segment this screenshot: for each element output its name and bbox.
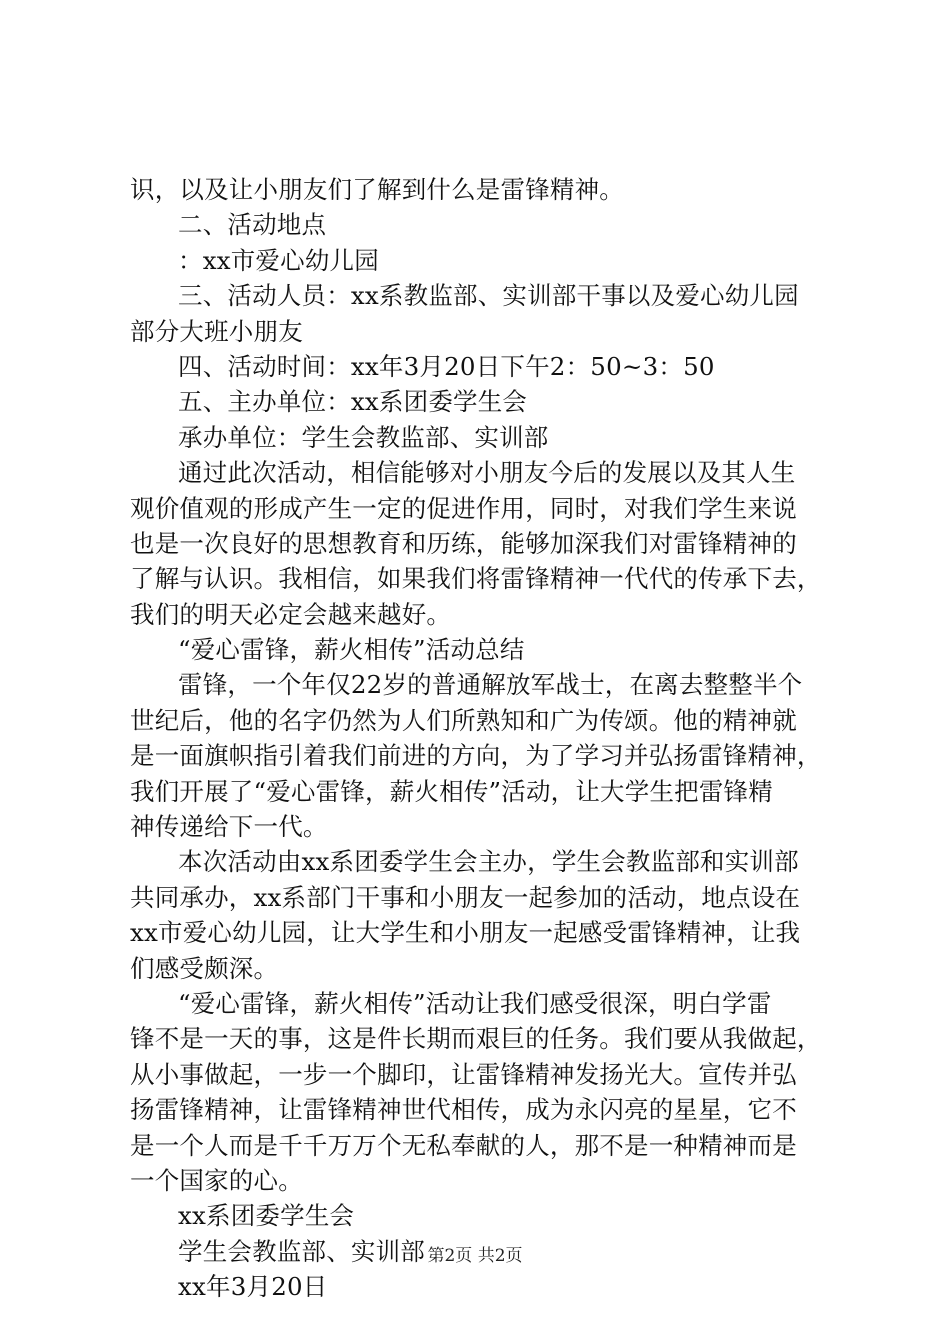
document-body xyxy=(130,172,830,1305)
text-line: 四、活动时间：xx年3月20日下午2：50~3：50 xyxy=(178,351,715,381)
text-line: 通过此次活动，相信能够对小朋友今后的发展以及其人生 xyxy=(178,458,796,488)
text-line: 一个国家的心。 xyxy=(130,1165,303,1195)
text-line: 雷锋，一个年仅22岁的普通解放军战士，在离去整整半个 xyxy=(178,670,803,700)
text-line: xx年3月20日 xyxy=(178,1272,328,1302)
text-line: 世纪后，他的名字仍然为人们所熟知和广为传颂。他的精神就 xyxy=(130,705,797,735)
text-line: xx市爱心幼儿园，让大学生和小朋友一起感受雷锋精神，让我 xyxy=(130,918,801,948)
text-line: 二、活动地点 xyxy=(178,210,327,240)
text-line: 锋不是一天的事，这是件长期而艰巨的任务。我们要从我做起， xyxy=(130,1024,822,1054)
text-line: 观价值观的形成产生一定的促进作用，同时，对我们学生来说 xyxy=(130,493,797,523)
text-line: 部分大班小朋友 xyxy=(130,316,303,346)
text-line: 扬雷锋精神，让雷锋精神世代相传，成为永闪亮的星星，它不 xyxy=(130,1095,797,1125)
page-number-footer: 第2页 共2页 xyxy=(427,1246,523,1266)
text-line: 神传递给下一代。 xyxy=(130,812,328,842)
text-line: 了解与认识。我相信，如果我们将雷锋精神一代代的传承下去， xyxy=(130,564,822,594)
text-line: 是一面旗帜指引着我们前进的方向，为了学习并弘扬雷锋精神， xyxy=(130,741,822,771)
text-line: 也是一次良好的思想教育和历练，能够加深我们对雷锋精神的 xyxy=(130,528,797,558)
text-line: 承办单位：学生会教监部、实训部 xyxy=(178,422,549,452)
text-line: xx系团委学生会 xyxy=(178,1201,355,1231)
text-line: 共同承办，xx系部门干事和小朋友一起参加的活动，地点设在 xyxy=(130,882,801,912)
text-line: 们感受颇深。 xyxy=(130,953,279,983)
text-line: 本次活动由xx系团委学生会主办，学生会教监部和实训部 xyxy=(178,847,799,877)
text-line: “爱心雷锋，薪火相传”活动让我们感受很深，明白学雷 xyxy=(178,988,772,1018)
text-line: 是一个人而是千千万万个无私奉献的人，那不是一种精神而是 xyxy=(130,1130,797,1160)
text-line: 从小事做起，一步一个脚印，让雷锋精神发扬光大。宣传并弘 xyxy=(130,1059,797,1089)
text-line: 识，以及让小朋友们了解到什么是雷锋精神。 xyxy=(130,175,624,204)
text-line: 我们的明天必定会越来越好。 xyxy=(130,599,452,629)
text-line: ：xx市爱心幼儿园 xyxy=(178,245,379,275)
text-line: 五、主办单位：xx系团委学生会 xyxy=(178,387,528,417)
text-line: 三、活动人员：xx系教监部、实训部干事以及爱心幼儿园 xyxy=(178,281,799,311)
text-line: 学生会教监部、实训部 xyxy=(178,1236,425,1266)
text-line: “爱心雷锋，薪火相传”活动总结 xyxy=(178,635,525,665)
text-line: 我们开展了“爱心雷锋，薪火相传”活动，让大学生把雷锋精 xyxy=(130,776,773,806)
